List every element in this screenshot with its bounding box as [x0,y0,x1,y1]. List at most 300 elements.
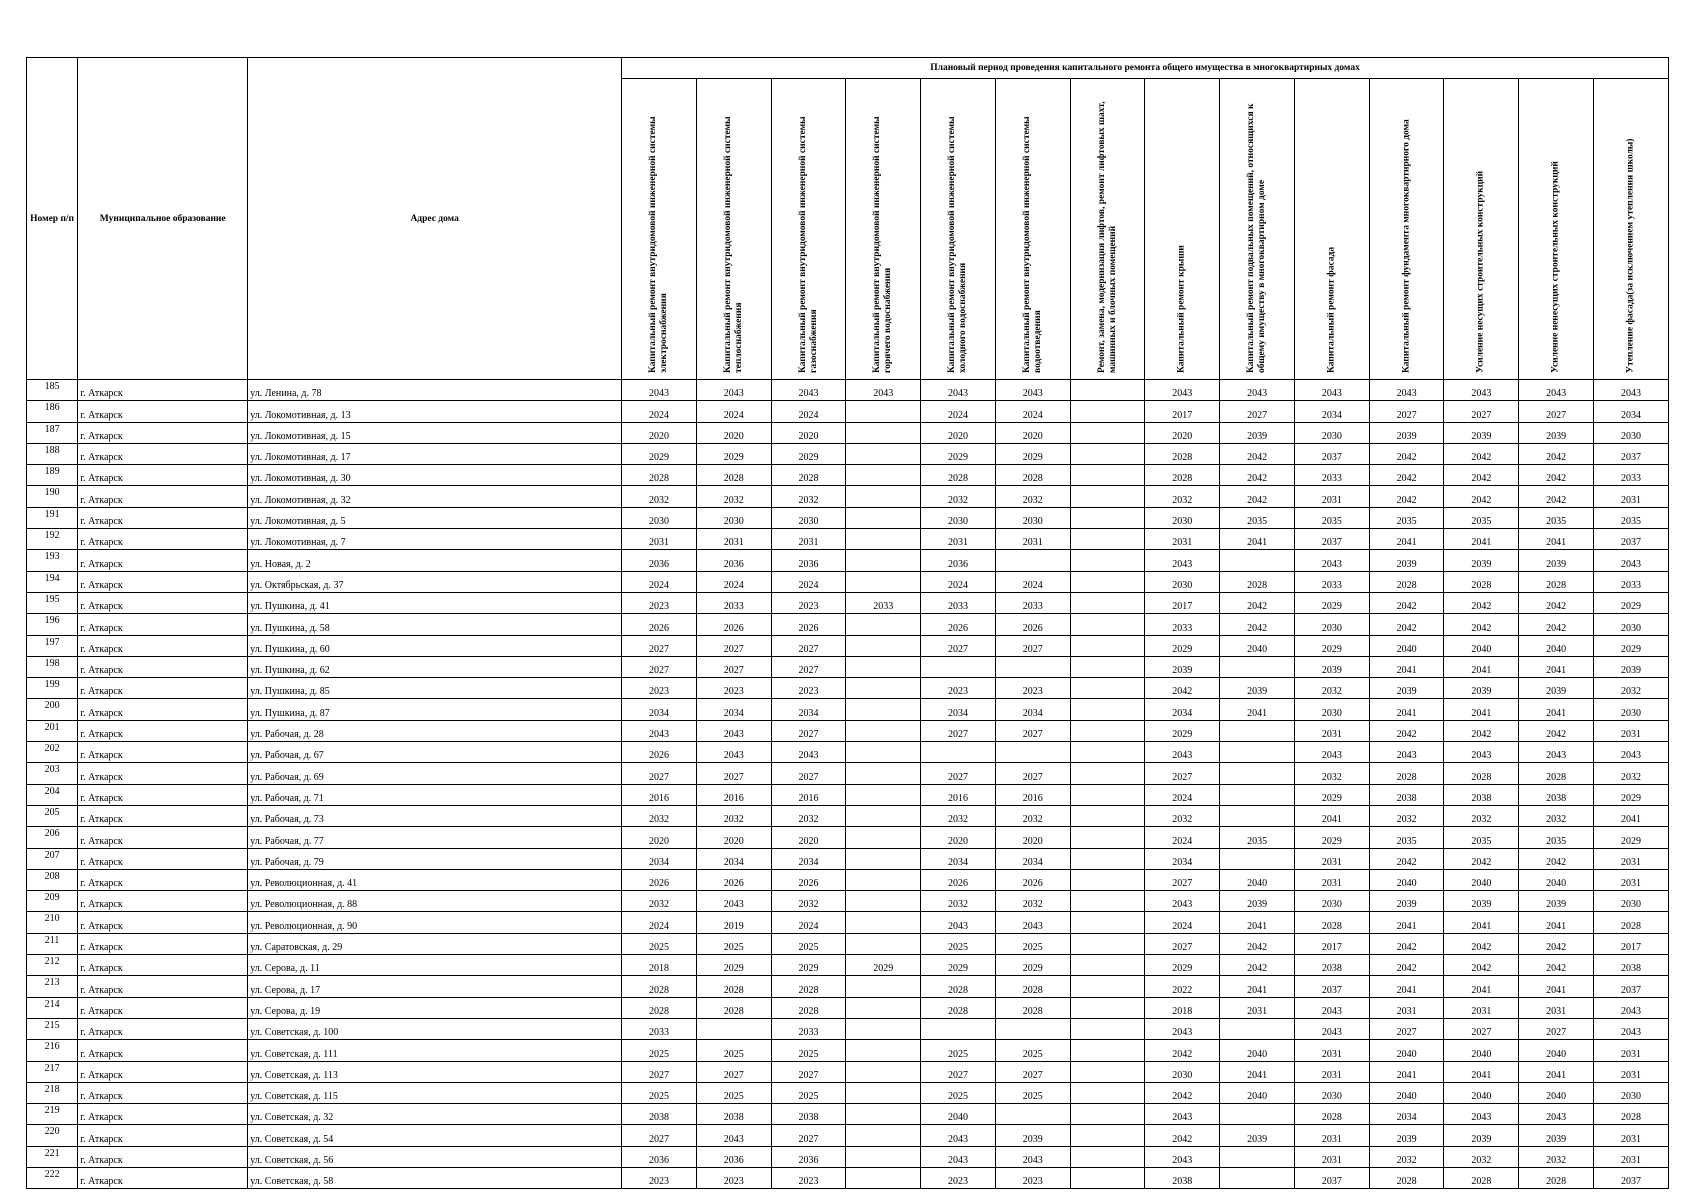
row-number-cell: 220 [27,1125,78,1146]
year-cell [1220,656,1295,677]
year-cell [846,614,921,635]
table-row [27,571,1669,592]
address-cell: ул. Советская, д. 111 [248,1040,622,1061]
year-cell: 2041 [1444,529,1519,550]
year-cell: 2039 [995,1125,1070,1146]
year-cell [921,1018,996,1039]
year-cell: 2042 [1220,443,1295,464]
year-cell: 2029 [1594,592,1669,613]
year-cell: 2043 [771,380,846,401]
municipality-cell: г. Аткарск [78,401,248,422]
row-number-cell: 202 [27,742,78,763]
row-number-cell: 208 [27,869,78,890]
table-row [27,976,1669,997]
municipality-cell: г. Аткарск [78,699,248,720]
year-cell [846,869,921,890]
year-cell: 2039 [1519,1125,1594,1146]
table-row [27,550,1669,571]
year-cell: 2042 [1145,1040,1220,1061]
year-cell [1070,380,1145,401]
year-cell: 2020 [622,827,697,848]
year-cell: 2031 [622,529,697,550]
address-cell: ул. Советская, д. 54 [248,1125,622,1146]
year-cell [846,933,921,954]
year-cell: 2033 [995,592,1070,613]
municipality-cell: г. Аткарск [78,933,248,954]
year-cell: 2030 [1145,507,1220,528]
row-number-cell: 210 [27,912,78,933]
year-cell [846,571,921,592]
year-cell: 2028 [622,465,697,486]
year-cell: 2032 [696,486,771,507]
year-cell: 2043 [1145,380,1220,401]
year-cell: 2042 [1369,614,1444,635]
year-cell: 2031 [771,529,846,550]
year-cell: 2030 [1294,1082,1369,1103]
municipality-cell: г. Аткарск [78,827,248,848]
year-cell: 2027 [1220,401,1295,422]
year-cell: 2024 [771,912,846,933]
work-type-label: Капитальный ремонт внутридомовой инженерной системы горячего водоснабжения [872,116,894,373]
year-cell: 2027 [771,635,846,656]
header-work-type [696,79,771,380]
year-cell: 2041 [1519,656,1594,677]
municipality-cell: г. Аткарск [78,1040,248,1061]
year-cell [846,465,921,486]
year-cell: 2026 [622,614,697,635]
year-cell: 2033 [846,592,921,613]
year-cell: 2027 [921,1061,996,1082]
year-cell: 2025 [995,1040,1070,1061]
table-row [27,656,1669,677]
address-cell: ул. Советская, д. 115 [248,1082,622,1103]
year-cell: 2027 [995,763,1070,784]
year-cell [1070,592,1145,613]
year-cell: 2025 [921,1040,996,1061]
year-cell [846,678,921,699]
year-cell: 2030 [1594,699,1669,720]
row-number-cell: 219 [27,1104,78,1125]
address-cell: ул. Революционная, д. 41 [248,869,622,890]
year-cell: 2039 [1519,891,1594,912]
year-cell: 2037 [1294,443,1369,464]
year-cell: 2043 [696,380,771,401]
year-cell: 2028 [1594,1104,1669,1125]
year-cell: 2035 [1444,507,1519,528]
year-cell: 2030 [1294,422,1369,443]
year-cell: 2034 [1294,401,1369,422]
year-cell: 2031 [1294,1061,1369,1082]
year-cell [1070,976,1145,997]
year-cell [1070,1146,1145,1167]
year-cell: 2041 [1594,805,1669,826]
year-cell: 2034 [921,848,996,869]
year-cell: 2034 [995,699,1070,720]
year-cell: 2034 [1369,1104,1444,1125]
year-cell: 2027 [696,656,771,677]
year-cell: 2039 [1220,422,1295,443]
year-cell: 2037 [1294,1167,1369,1188]
year-cell: 2024 [921,571,996,592]
municipality-cell: г. Аткарск [78,550,248,571]
year-cell: 2029 [1594,827,1669,848]
row-number-cell: 215 [27,1018,78,1039]
year-cell: 2040 [1220,1040,1295,1061]
address-cell: ул. Рабочая, д. 79 [248,848,622,869]
year-cell: 2020 [771,422,846,443]
year-cell [846,529,921,550]
year-cell [846,635,921,656]
year-cell: 2037 [1294,976,1369,997]
year-cell: 2038 [1369,784,1444,805]
year-cell [995,1018,1070,1039]
municipality-cell: г. Аткарск [78,614,248,635]
table-row [27,805,1669,826]
work-type-label: Утепление фасада(за исключением утепления школы) [1625,138,1636,373]
work-type-label: Ремонт, замена, модернизация лифтов, ремонт лифтовых шахт, машинных и блочных помещений [1096,101,1118,373]
year-cell: 2036 [622,550,697,571]
year-cell: 2041 [1220,976,1295,997]
municipality-cell: г. Аткарск [78,1167,248,1188]
year-cell: 2039 [1220,891,1295,912]
header-municipality: Муниципальное образование [78,58,248,380]
year-cell: 2039 [1594,656,1669,677]
municipality-cell: г. Аткарск [78,443,248,464]
municipality-cell: г. Аткарск [78,784,248,805]
year-cell: 2026 [622,869,697,890]
year-cell: 2029 [1145,720,1220,741]
address-cell: ул. Рабочая, д. 69 [248,763,622,784]
year-cell [846,827,921,848]
year-cell: 2034 [771,848,846,869]
table-row [27,1082,1669,1103]
year-cell: 2039 [1444,422,1519,443]
header-work-type [846,79,921,380]
year-cell: 2043 [1294,380,1369,401]
municipality-cell: г. Аткарск [78,1018,248,1039]
year-cell: 2032 [995,805,1070,826]
year-cell: 2030 [1594,891,1669,912]
year-cell [846,1018,921,1039]
year-cell: 2041 [1444,976,1519,997]
row-number-cell: 218 [27,1082,78,1103]
year-cell: 2043 [696,720,771,741]
year-cell [1070,1167,1145,1188]
year-cell: 2029 [1594,784,1669,805]
year-cell: 2040 [921,1104,996,1125]
year-cell: 2039 [1145,656,1220,677]
municipality-cell: г. Аткарск [78,571,248,592]
year-cell: 2032 [771,891,846,912]
year-cell: 2018 [622,955,697,976]
year-cell: 2043 [995,1146,1070,1167]
year-cell: 2043 [995,380,1070,401]
address-cell: ул. Рабочая, д. 71 [248,784,622,805]
year-cell: 2029 [995,955,1070,976]
year-cell [1220,763,1295,784]
year-cell: 2023 [622,592,697,613]
year-cell [1070,486,1145,507]
year-cell: 2028 [1444,571,1519,592]
year-cell: 2020 [696,422,771,443]
year-cell: 2028 [622,997,697,1018]
year-cell: 2029 [771,955,846,976]
year-cell: 2024 [696,401,771,422]
year-cell: 2024 [771,401,846,422]
year-cell: 2041 [1444,699,1519,720]
year-cell: 2034 [622,699,697,720]
year-cell: 2042 [1444,848,1519,869]
year-cell: 2043 [1369,742,1444,763]
year-cell [846,912,921,933]
year-cell [846,997,921,1018]
year-cell: 2028 [1519,763,1594,784]
row-number-cell: 186 [27,401,78,422]
year-cell: 2031 [1594,1040,1669,1061]
row-number-cell: 194 [27,571,78,592]
year-cell: 2026 [995,614,1070,635]
year-cell: 2034 [771,699,846,720]
year-cell: 2035 [1519,827,1594,848]
year-cell: 2042 [1519,933,1594,954]
year-cell: 2040 [1444,635,1519,656]
address-cell: ул. Пушкина, д. 41 [248,592,622,613]
year-cell: 2031 [1294,848,1369,869]
year-cell: 2028 [1444,1167,1519,1188]
header-work-type [1444,79,1519,380]
year-cell: 2042 [1220,465,1295,486]
year-cell: 2039 [1294,656,1369,677]
year-cell: 2043 [1294,997,1369,1018]
year-cell: 2032 [921,805,996,826]
year-cell: 2033 [1594,465,1669,486]
year-cell: 2042 [1145,1125,1220,1146]
year-cell [995,742,1070,763]
year-cell [846,1104,921,1125]
year-cell: 2029 [622,443,697,464]
year-cell: 2043 [1519,1104,1594,1125]
year-cell: 2025 [696,1082,771,1103]
municipality-cell: г. Аткарск [78,891,248,912]
address-cell: ул. Советская, д. 100 [248,1018,622,1039]
year-cell: 2043 [846,380,921,401]
work-type-label: Усиление несущих строительных конструкций [1475,170,1486,373]
year-cell: 2028 [921,976,996,997]
year-cell: 2032 [1294,678,1369,699]
year-cell: 2030 [1145,571,1220,592]
year-cell: 2032 [1294,763,1369,784]
year-cell: 2039 [1519,550,1594,571]
year-cell: 2043 [1594,997,1669,1018]
year-cell: 2031 [1444,997,1519,1018]
year-cell: 2032 [921,891,996,912]
year-cell: 2043 [1594,1018,1669,1039]
row-number-cell: 195 [27,592,78,613]
year-cell: 2033 [622,1018,697,1039]
year-cell: 2030 [1594,614,1669,635]
year-cell: 2027 [1145,933,1220,954]
year-cell: 2043 [1294,550,1369,571]
year-cell [1070,678,1145,699]
year-cell: 2029 [921,955,996,976]
municipality-cell: г. Аткарск [78,763,248,784]
year-cell: 2042 [1444,465,1519,486]
year-cell: 2030 [1294,614,1369,635]
year-cell: 2028 [921,997,996,1018]
year-cell: 2043 [622,720,697,741]
year-cell: 2042 [1444,592,1519,613]
year-cell: 2032 [1519,1146,1594,1167]
repair-schedule-table [26,57,1669,1189]
row-number-cell: 216 [27,1040,78,1061]
municipality-cell: г. Аткарск [78,592,248,613]
year-cell: 2032 [771,486,846,507]
year-cell: 2027 [921,763,996,784]
year-cell [846,550,921,571]
year-cell: 2034 [1594,401,1669,422]
year-cell: 2026 [696,614,771,635]
table-row [27,443,1669,464]
year-cell: 2028 [921,465,996,486]
year-cell: 2016 [921,784,996,805]
row-number-cell: 205 [27,805,78,826]
year-cell [1070,1061,1145,1082]
year-cell: 2017 [1145,401,1220,422]
year-cell [846,401,921,422]
year-cell [1070,848,1145,869]
year-cell: 2028 [1145,443,1220,464]
year-cell [696,1018,771,1039]
year-cell [1220,1167,1295,1188]
header-work-type [1519,79,1594,380]
row-number-cell: 193 [27,550,78,571]
municipality-cell: г. Аткарск [78,997,248,1018]
year-cell: 2030 [1294,699,1369,720]
year-cell: 2043 [1220,380,1295,401]
row-number-cell: 188 [27,443,78,464]
year-cell: 2036 [622,1146,697,1167]
year-cell: 2024 [995,401,1070,422]
table-row [27,592,1669,613]
year-cell: 2028 [1369,763,1444,784]
year-cell: 2042 [1444,443,1519,464]
work-type-label: Капитальный ремонт подвальных помещений, относящихся к общему имуществу в многоквартирном доме [1246,103,1268,373]
year-cell [1070,699,1145,720]
year-cell: 2039 [1444,678,1519,699]
year-cell: 2022 [1145,976,1220,997]
year-cell [846,720,921,741]
year-cell [846,763,921,784]
year-cell [846,1167,921,1188]
year-cell: 2043 [1369,380,1444,401]
year-cell: 2020 [771,827,846,848]
year-cell: 2033 [1294,571,1369,592]
address-cell: ул. Локомотивная, д. 32 [248,486,622,507]
row-number-cell: 222 [27,1167,78,1188]
year-cell [1070,869,1145,890]
year-cell: 2042 [1369,933,1444,954]
year-cell: 2031 [1294,720,1369,741]
municipality-cell: г. Аткарск [78,678,248,699]
year-cell: 2023 [995,678,1070,699]
year-cell [846,742,921,763]
year-cell: 2025 [622,933,697,954]
year-cell: 2041 [1369,912,1444,933]
year-cell: 2031 [1294,1040,1369,1061]
municipality-cell: г. Аткарск [78,805,248,826]
address-cell: ул. Октябрьская, д. 37 [248,571,622,592]
year-cell: 2043 [1519,742,1594,763]
year-cell: 2023 [771,1167,846,1188]
year-cell: 2025 [696,1040,771,1061]
year-cell: 2041 [1220,529,1295,550]
year-cell: 2027 [995,720,1070,741]
year-cell: 2035 [1369,507,1444,528]
year-cell [846,848,921,869]
row-number-cell: 212 [27,955,78,976]
year-cell: 2040 [1519,635,1594,656]
address-cell: ул. Советская, д. 113 [248,1061,622,1082]
year-cell: 2017 [1145,592,1220,613]
year-cell: 2026 [921,614,996,635]
year-cell: 2036 [696,1146,771,1167]
year-cell: 2042 [1444,614,1519,635]
year-cell: 2020 [696,827,771,848]
year-cell: 2041 [1444,656,1519,677]
year-cell: 2028 [771,997,846,1018]
work-type-label: Капитальный ремонт внутридомовой инженерной системы водоотведения [1021,116,1043,373]
header-number: Номер п/п [27,58,78,380]
year-cell: 2042 [1519,486,1594,507]
year-cell: 2029 [921,443,996,464]
header-work-type [921,79,996,380]
year-cell: 2017 [1594,933,1669,954]
year-cell: 2032 [1369,805,1444,826]
year-cell: 2028 [696,465,771,486]
year-cell: 2039 [1369,422,1444,443]
year-cell: 2028 [1294,912,1369,933]
year-cell: 2043 [1145,1146,1220,1167]
year-cell: 2043 [921,912,996,933]
year-cell: 2029 [1145,635,1220,656]
year-cell: 2040 [1220,869,1295,890]
year-cell [1220,720,1295,741]
year-cell: 2029 [846,955,921,976]
year-cell: 2040 [1444,869,1519,890]
year-cell: 2042 [1519,443,1594,464]
year-cell: 2031 [1594,720,1669,741]
municipality-cell: г. Аткарск [78,742,248,763]
year-cell: 2031 [1294,1146,1369,1167]
year-cell: 2023 [921,1167,996,1188]
year-cell: 2031 [1220,997,1295,1018]
year-cell: 2023 [921,678,996,699]
table-row [27,678,1669,699]
year-cell: 2042 [1444,933,1519,954]
year-cell [846,486,921,507]
table-row [27,1061,1669,1082]
address-cell: ул. Революционная, д. 88 [248,891,622,912]
year-cell [1070,763,1145,784]
year-cell: 2042 [1519,955,1594,976]
year-cell: 2031 [1594,1125,1669,1146]
year-cell: 2041 [1519,699,1594,720]
year-cell: 2020 [622,422,697,443]
year-cell: 2042 [1220,486,1295,507]
year-cell: 2029 [696,443,771,464]
work-type-label: Капитальный ремонт крыши [1176,245,1187,373]
year-cell: 2039 [1369,1125,1444,1146]
